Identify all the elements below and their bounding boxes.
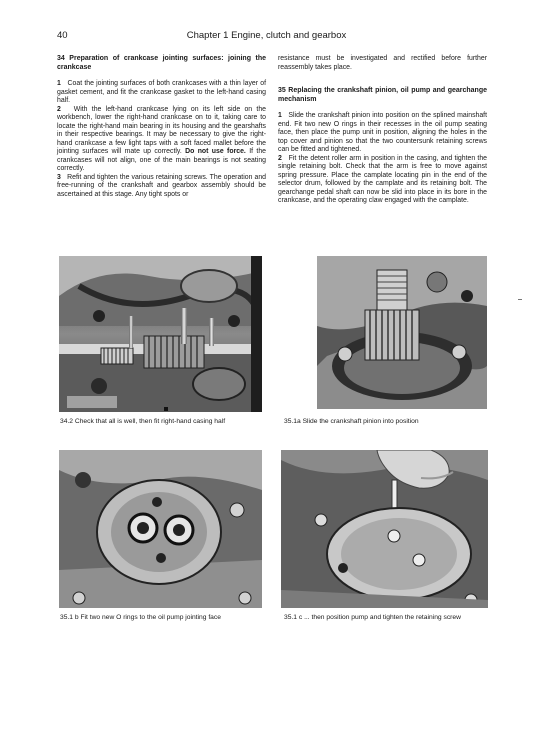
paragraph-number: 3	[57, 173, 61, 181]
section-35-paragraph-2	[278, 155, 487, 206]
continued-paragraph: resistance must be investigated and rectified before further reassembly takes place.	[278, 55, 487, 71]
caption-fig-35-1a: 35.1a Slide the crankshaft pinion into position	[284, 418, 419, 425]
left-text-column	[57, 55, 266, 199]
section-34-heading: 34 Preparation of crankcase jointing surfaces: joining the crankcase	[57, 55, 266, 71]
paragraph-text: With the left-hand crankcase lying on its left side on the workbench, lower the right-hand crankcase on to it, taking care to locate the right-hand main bearing in its housing and the gearshafts in their respective bearings. It may be necessary to give the right-hand crankcase a few light taps with a soft faced mallet before the jointing surfaces will mate up correctly.	[57, 105, 266, 155]
section-34-paragraph-1	[57, 80, 266, 106]
paragraph-number: 1	[57, 80, 61, 87]
paragraph-number: 2	[57, 105, 61, 113]
margin-mark	[518, 299, 522, 300]
photo-pump-retaining-screw	[281, 450, 488, 608]
paragraph-text: Fit the detent roller arm in position in the casing, and tighten the single retaining bolt. Check that the arm is free to move against spring pressure. Place the camplate locating pin in the end of the selector drum, followed by the camplate and its retaining bolt. The gearchange pedal shaft can now be slid into place in its bore in the crankcase, and the operating claw engaged with the camplate.	[278, 154, 488, 204]
caption-fig-34-2: 34.2 Check that all is well, then fit right-hand casing half	[60, 418, 226, 425]
paragraph-text: Refit and tighten the various retaining screws. The operation and free-running of the crankshaft and gearbox assembly should be ascertained at this stage. Any tight spots or	[57, 173, 266, 198]
print-speck	[164, 407, 168, 411]
warning-text: Do not use force.	[185, 148, 246, 155]
photo-crankcase-gear-clusters	[59, 256, 262, 412]
right-text-column	[278, 55, 487, 206]
section-34-paragraph-2	[57, 106, 266, 174]
paragraph-text: If the crankcases will not align, one of the main bearings is not seating correctly.	[57, 148, 267, 172]
paragraph-text: Coat the jointing surfaces of both crankcases with a thin layer of gasket cement, and fit the crankcase gasket to the left-hand casing half.	[57, 80, 266, 104]
paragraph-number: 1	[278, 112, 282, 119]
section-34-paragraph-3	[57, 174, 266, 200]
caption-fig-35-1b: 35.1 b Fit two new O rings to the oil pump jointing face	[60, 614, 221, 621]
section-35-paragraph-1	[278, 112, 487, 155]
photo-crankshaft-pinion	[317, 256, 487, 409]
paragraph-number: 2	[278, 154, 282, 162]
caption-fig-35-1c: 35.1 c ... then position pump and tighten the retaining screw	[284, 614, 461, 621]
paragraph-text: Slide the crankshaft pinion into position on the splined mainshaft end. Fit two new O rings in their recesses in the oil pump seating face, then place the pump unit in position, aligning the holes in the top cover and pinion so that the two countersunk retaining screws can be fitted and tightened.	[278, 112, 488, 153]
photo-oil-pump-o-rings	[59, 450, 262, 608]
running-head: Chapter 1 Engine, clutch and gearbox	[186, 30, 347, 41]
page-number: 40	[57, 30, 68, 41]
section-35-heading: 35 Replacing the crankshaft pinion, oil pump and gearchange mechanism	[278, 87, 487, 103]
